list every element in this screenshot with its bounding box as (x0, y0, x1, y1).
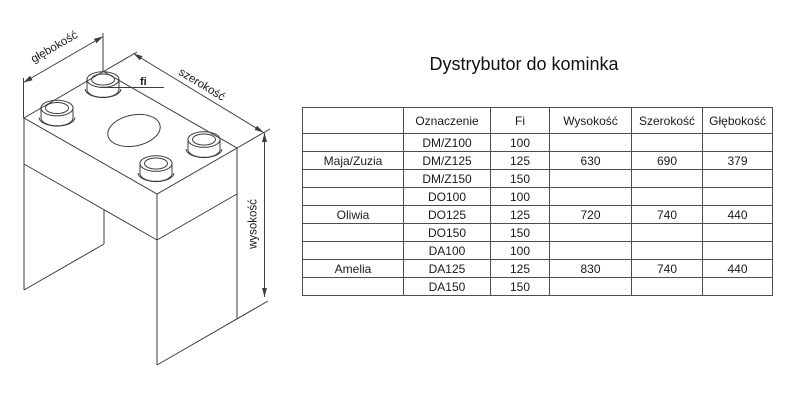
width-dimension-label: szerokość (176, 66, 227, 104)
distributor-box-drawing (24, 72, 268, 366)
cell-width (632, 134, 703, 152)
cell-width (632, 170, 703, 188)
table-row (303, 242, 773, 260)
cell-fi: 100 (491, 242, 550, 260)
col-header-wysokosc: Wysokość (550, 108, 632, 134)
cell-depth: 440 (703, 206, 773, 224)
cell-height (550, 224, 632, 242)
col-header-group (303, 108, 404, 134)
pipe-stub (85, 72, 121, 98)
cell-group (303, 134, 404, 152)
table-row (303, 260, 773, 278)
table-row (303, 152, 773, 170)
cell-model: DM/Z150 (404, 170, 491, 188)
cell-fi: 125 (491, 260, 550, 278)
cell-model: DA150 (404, 278, 491, 296)
cell-fi: 100 (491, 188, 550, 206)
cell-group (303, 278, 404, 296)
cell-model: DA125 (404, 260, 491, 278)
cell-depth (703, 188, 773, 206)
col-header-fi: Fi (491, 108, 550, 134)
table-row (303, 188, 773, 206)
cell-width: 740 (632, 206, 703, 224)
cell-group (303, 188, 404, 206)
cell-width (632, 224, 703, 242)
depth-dimension-label: głębokość (29, 29, 80, 66)
cell-depth (703, 242, 773, 260)
technical-drawing (0, 0, 300, 412)
cell-height (550, 188, 632, 206)
cell-width (632, 278, 703, 296)
cell-width: 740 (632, 260, 703, 278)
cell-depth (703, 134, 773, 152)
cell-model: DO100 (404, 188, 491, 206)
table-row (303, 170, 773, 188)
cell-width (632, 188, 703, 206)
cell-group (303, 170, 404, 188)
cell-fi: 150 (491, 224, 550, 242)
cell-depth (703, 224, 773, 242)
depth-dimension (24, 29, 104, 118)
cell-model: DO150 (404, 224, 491, 242)
cell-depth: 440 (703, 260, 773, 278)
cell-group (303, 224, 404, 242)
pipe-stub (39, 100, 75, 126)
pipe-stub (186, 132, 222, 158)
cell-group: Maja/Zuzia (303, 152, 404, 170)
cell-depth: 379 (703, 152, 773, 170)
table-row (303, 278, 773, 296)
cell-group: Amelia (303, 260, 404, 278)
cell-group: Oliwia (303, 206, 404, 224)
height-dimension (248, 133, 268, 297)
cell-group (303, 242, 404, 260)
cell-fi: 125 (491, 152, 550, 170)
cell-height (550, 278, 632, 296)
cell-fi: 125 (491, 206, 550, 224)
center-hole (105, 110, 163, 151)
fi-label: fi (140, 76, 147, 88)
cell-fi: 100 (491, 134, 550, 152)
table-row (303, 206, 773, 224)
col-header-szerokosc: Szerokość (632, 108, 703, 134)
cell-model: DM/Z125 (404, 152, 491, 170)
col-header-oznaczenie: Oznaczenie (404, 108, 491, 134)
cell-height (550, 134, 632, 152)
width-dimension (104, 52, 271, 148)
cell-model: DA100 (404, 242, 491, 260)
cell-height: 630 (550, 152, 632, 170)
cell-depth (703, 278, 773, 296)
cell-model: DO125 (404, 206, 491, 224)
col-header-glebokosc: Głębokość (703, 108, 773, 134)
pipe-stub (138, 156, 174, 182)
cell-height: 830 (550, 260, 632, 278)
cell-height (550, 242, 632, 260)
cell-fi: 150 (491, 170, 550, 188)
cell-height: 720 (550, 206, 632, 224)
cell-fi: 150 (491, 278, 550, 296)
table-row (303, 134, 773, 152)
cell-width: 690 (632, 152, 703, 170)
table-row (303, 224, 773, 242)
page-title: Dystrybutor do kominka (429, 54, 619, 74)
cell-model: DM/Z100 (404, 134, 491, 152)
header-row (303, 108, 773, 134)
cell-depth (703, 170, 773, 188)
spec-table (302, 107, 773, 296)
cell-height (550, 170, 632, 188)
height-dimension-label: wysokość (247, 199, 260, 249)
cell-width (632, 242, 703, 260)
